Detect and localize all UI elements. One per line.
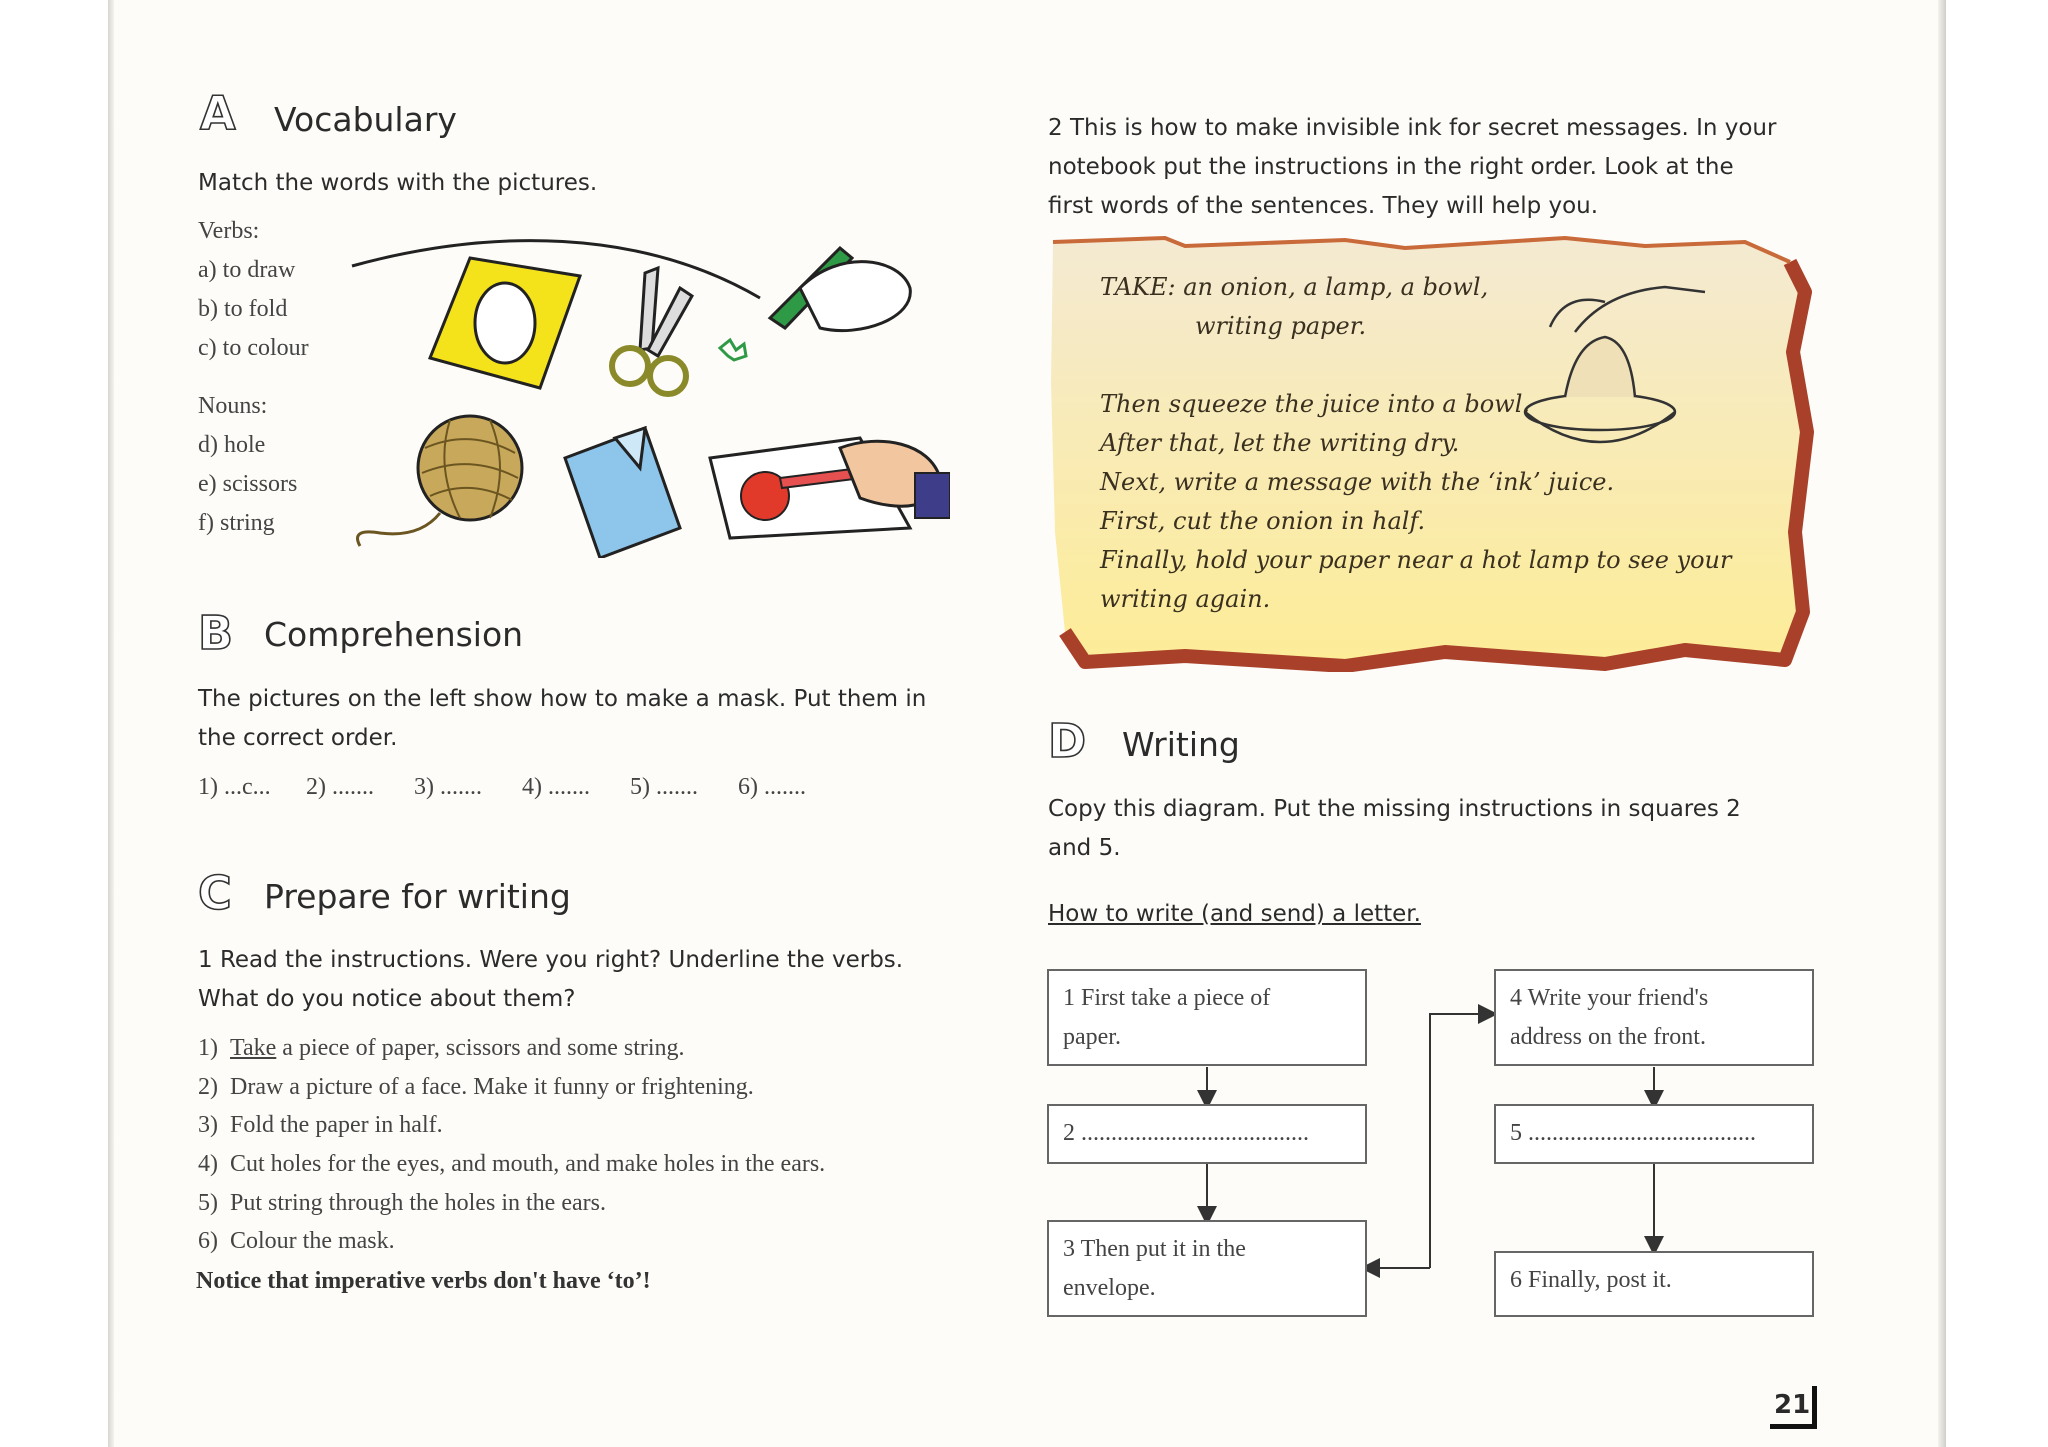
right-margin	[1946, 0, 2048, 1447]
noun-item-f: f) string	[198, 510, 275, 536]
answer-4: 4) .......	[522, 774, 590, 800]
left-margin	[0, 0, 108, 1447]
drawing-hand-picture	[720, 248, 910, 360]
section-c-title: Prepare for writing	[264, 877, 571, 916]
step-text: Draw a picture of a face. Make it funny or frightening.	[230, 1074, 754, 1100]
box-2-text: 2 ......................................	[1063, 1120, 1309, 1146]
diagram-box-5	[1494, 1104, 1814, 1164]
page-number: 21	[1774, 1390, 1811, 1420]
step-text: a piece of paper, scissors and some string.	[276, 1035, 685, 1061]
box-1-line1: 1 First take a piece of	[1063, 985, 1271, 1011]
section-a-instruction: Match the words with the pictures.	[198, 170, 598, 196]
mask-step-4	[198, 1145, 825, 1184]
section-b-instruction-line1: The pictures on the left show how to make a mask. Put them in	[198, 686, 927, 712]
answer-1: 1) ...c...	[198, 774, 271, 800]
step-text: Colour the mask.	[230, 1228, 395, 1254]
page-number-bar	[1812, 1386, 1817, 1428]
section-d-instruction-line1: Copy this diagram. Put the missing instructions in squares 2	[1048, 796, 1741, 822]
underlined-verb: Take	[230, 1035, 277, 1061]
step-number: 5)	[198, 1190, 218, 1216]
diagram-title: How to write (and send) a letter.	[1048, 901, 1421, 927]
mask-step-3	[198, 1106, 443, 1145]
box-6-text: 6 Finally, post it.	[1510, 1267, 1672, 1293]
step-text: Put string through the holes in the ears.	[230, 1190, 606, 1216]
page-shadow-left	[108, 0, 114, 1447]
answer-3: 3) .......	[414, 774, 482, 800]
section-d-letter: D	[1048, 714, 1087, 768]
box-5-text: 5 ......................................	[1510, 1120, 1756, 1146]
diagram-box-2	[1047, 1104, 1367, 1164]
step-number: 4)	[198, 1151, 218, 1177]
mask-step-6	[198, 1222, 395, 1261]
invisible-ink-instruction-line2: notebook put the instructions in the right order. Look at the	[1048, 154, 1734, 180]
colouring-picture	[710, 438, 950, 538]
step-number: 3)	[198, 1112, 218, 1138]
nouns-label: Nouns:	[198, 393, 268, 419]
answer-5: 5) .......	[630, 774, 698, 800]
mask-step-1	[198, 1029, 685, 1068]
scroll-take-line2: writing paper.	[1195, 312, 1367, 340]
box-3-line1: 3 Then put it in the	[1063, 1236, 1246, 1262]
verb-item-a: a) to draw	[198, 257, 296, 283]
string-picture	[358, 416, 523, 546]
scroll-step-cut: First, cut the onion in half.	[1100, 507, 1426, 535]
section-b-title: Comprehension	[264, 615, 524, 654]
section-d-instruction-line2: and 5.	[1048, 835, 1121, 861]
step-text: Cut holes for the eyes, and mouth, and make holes in the ears.	[230, 1151, 826, 1177]
answer-2: 2) .......	[306, 774, 374, 800]
step-number: 2)	[198, 1074, 218, 1100]
hole-picture	[430, 258, 580, 388]
imperative-notice: Notice that imperative verbs don't have ‘to’!	[196, 1268, 651, 1294]
fold-picture	[565, 428, 680, 558]
section-d-title: Writing	[1122, 725, 1240, 764]
step-number: 1)	[198, 1035, 218, 1061]
scroll-take-line1: TAKE: an onion, a lamp, a bowl,	[1100, 273, 1489, 301]
mask-step-2	[198, 1068, 754, 1107]
box-1-line2: paper.	[1063, 1024, 1121, 1050]
section-a-letter: A	[200, 86, 236, 140]
invisible-ink-instruction-line1: 2 This is how to make invisible ink for secret messages. In your	[1048, 115, 1777, 141]
scroll-step-finally: Finally, hold your paper near a hot lamp to see your	[1100, 546, 1732, 574]
diagram-box-4	[1494, 969, 1814, 1066]
verb-item-c: c) to colour	[198, 335, 309, 361]
box-4-line1: 4 Write your friend's	[1510, 985, 1709, 1011]
scroll-step-finally-cont: writing again.	[1100, 585, 1271, 613]
section-c-question1-line1: 1 Read the instructions. Were you right? Underline the verbs.	[198, 947, 904, 973]
page-number-underline	[1770, 1424, 1817, 1429]
diagram-box-6	[1494, 1251, 1814, 1317]
section-c-letter: C	[198, 866, 232, 920]
vocabulary-illustrations	[340, 228, 950, 558]
diagram-box-3	[1047, 1220, 1367, 1317]
box-4-line2: address on the front.	[1510, 1024, 1706, 1050]
section-a-title: Vocabulary	[274, 100, 457, 139]
section-b-instruction-line2: the correct order.	[198, 725, 398, 751]
box-3-line2: envelope.	[1063, 1275, 1156, 1301]
section-c-question1-line2: What do you notice about them?	[198, 986, 576, 1012]
noun-item-e: e) scissors	[198, 471, 298, 497]
scissors-picture	[612, 268, 692, 394]
scroll-step-dry: After that, let the writing dry.	[1100, 429, 1460, 457]
diagram-box-1	[1047, 969, 1367, 1066]
mask-step-5	[198, 1184, 606, 1223]
scroll-step-write: Next, write a message with the ‘ink’ juice.	[1100, 468, 1615, 496]
section-b-letter: B	[198, 606, 234, 660]
answer-6: 6) .......	[738, 774, 806, 800]
step-number: 6)	[198, 1228, 218, 1254]
invisible-ink-instruction-line3: first words of the sentences. They will help you.	[1048, 193, 1599, 219]
scroll-step-squeeze: Then squeeze the juice into a bowl.	[1100, 390, 1531, 418]
page-shadow-right	[1938, 0, 1946, 1447]
verbs-label: Verbs:	[198, 218, 260, 244]
noun-item-d: d) hole	[198, 432, 266, 458]
verb-item-b: b) to fold	[198, 296, 288, 322]
step-text: Fold the paper in half.	[230, 1112, 443, 1138]
